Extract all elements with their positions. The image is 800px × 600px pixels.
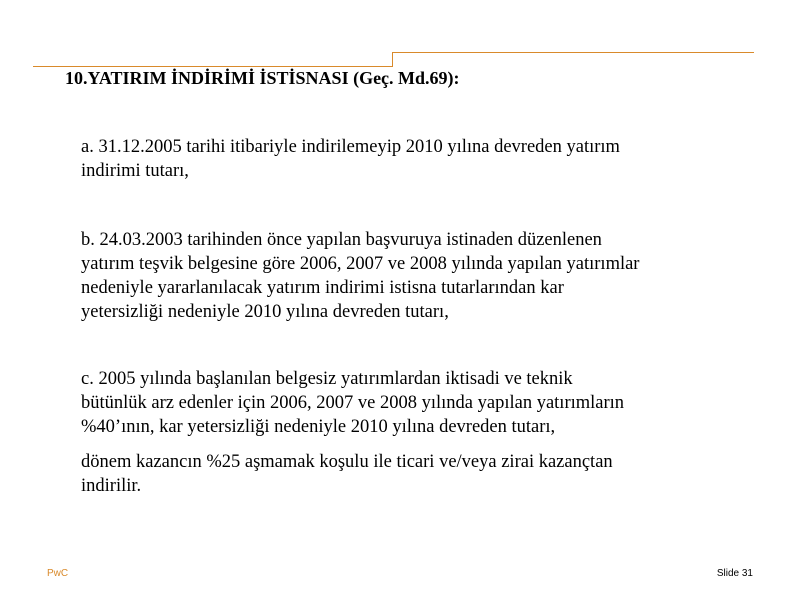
paragraph-line: %40’ının, kar yetersizliği nedeniyle 2010 yılına devreden tutarı,: [81, 417, 556, 437]
paragraph-b: [81, 228, 781, 324]
paragraph-line: indirilir.: [81, 476, 142, 496]
paragraph-line: b. 24.03.2003 tarihinden önce yapılan başvuruya istinaden düzenlenen: [81, 230, 602, 250]
header-rule-right: [392, 52, 754, 53]
paragraph-c: [81, 367, 781, 439]
paragraph-line: bütünlük arz edenler için 2006, 2007 ve 2008 yılında yapılan yatırımların: [81, 393, 625, 413]
paragraph-line: yetersizliği nedeniyle 2010 yılına devreden tutarı,: [81, 302, 449, 322]
paragraph-line: dönem kazancın %25 aşmamak koşulu ile ticari ve/veya zirai kazançtan: [81, 452, 613, 472]
paragraph-line: c. 2005 yılında başlanılan belgesiz yatırımlardan iktisadi ve teknik: [81, 369, 573, 389]
footer-brand: PwC: [47, 568, 69, 579]
slide-number: Slide 31: [716, 568, 753, 579]
paragraph-conclusion: [81, 450, 781, 498]
header-rule-step: [392, 52, 393, 67]
header-rule-left: [33, 66, 393, 67]
paragraph-line: nedeniyle yararlanılacak yatırım indirimi istisna tutarlarından kar: [81, 278, 564, 298]
paragraph-line: a. 31.12.2005 tarihi itibariyle indirilemeyip 2010 yılına devreden yatırım: [81, 137, 620, 157]
slide-title: 10.YATIRIM İNDİRİMİ İSTİSNASI (Geç. Md.69):: [65, 68, 460, 88]
paragraph-a: [81, 135, 781, 183]
paragraph-line: yatırım teşvik belgesine göre 2006, 2007 ve 2008 yılında yapılan yatırımlar: [81, 254, 640, 274]
paragraph-line: indirimi tutarı,: [81, 161, 189, 181]
